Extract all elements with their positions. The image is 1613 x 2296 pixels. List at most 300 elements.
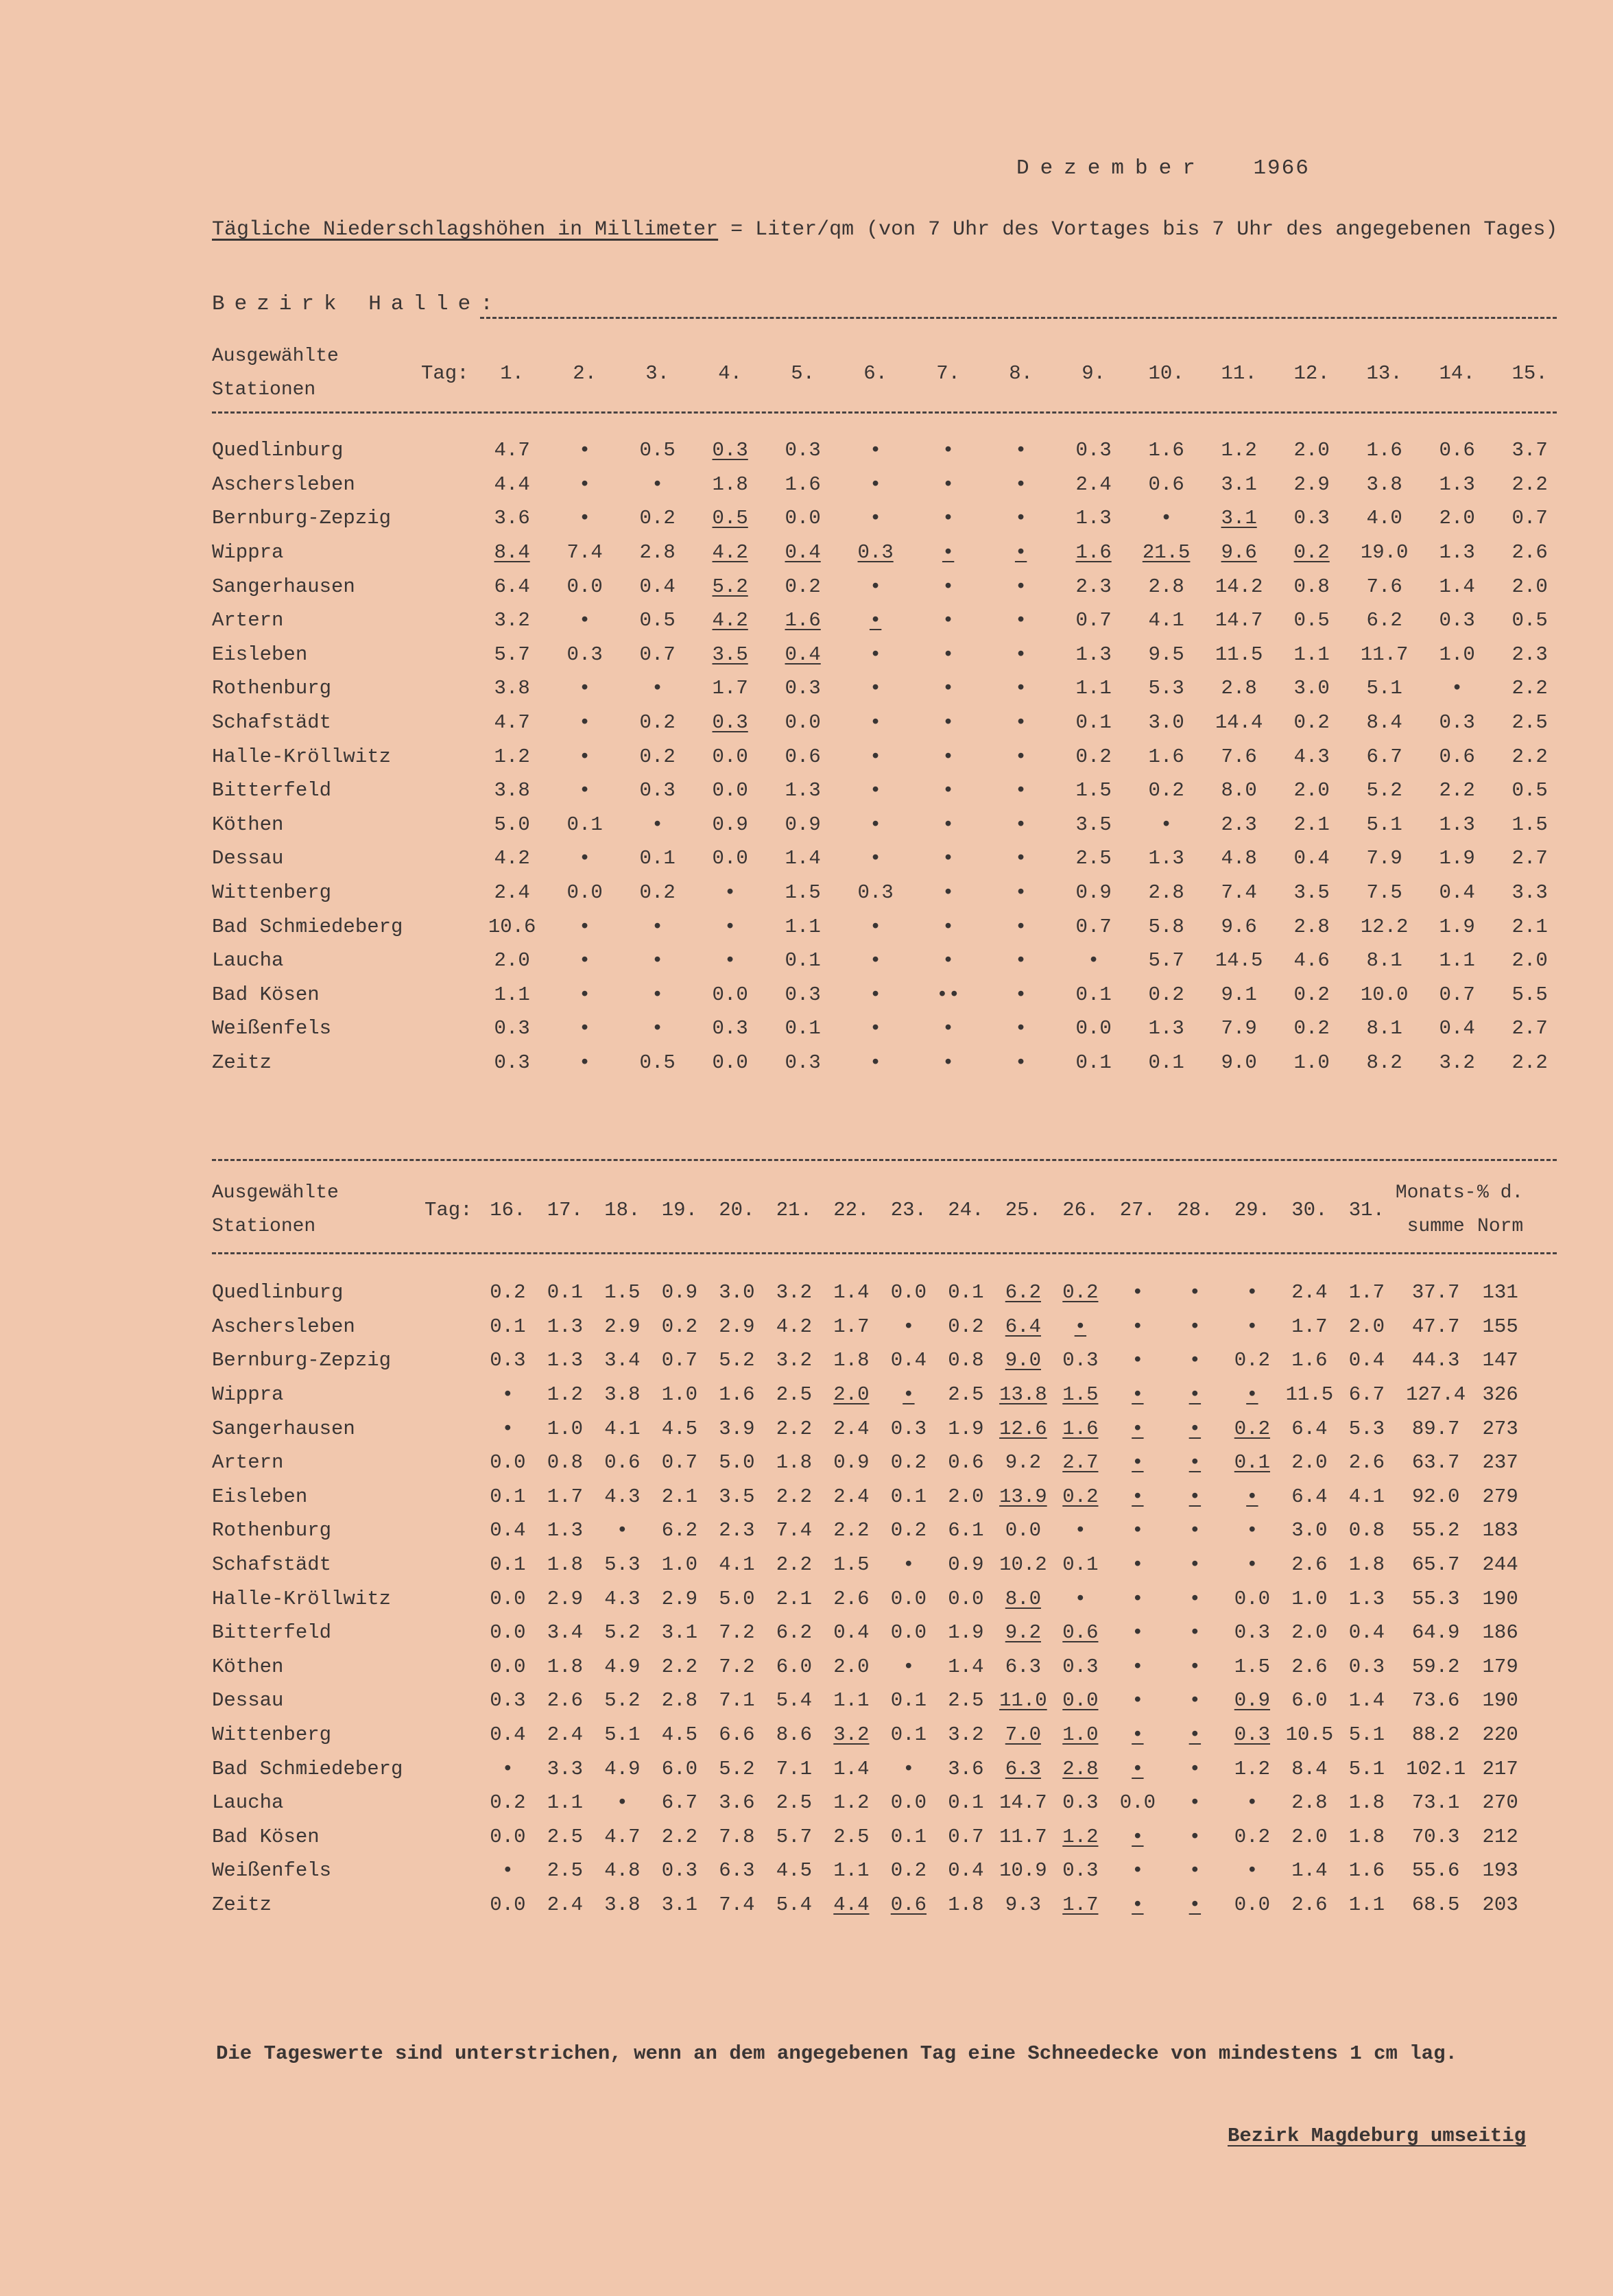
station-name: Laucha: [212, 1791, 284, 1815]
precip-value: 6.3: [1005, 1757, 1041, 1780]
precip-value: 1.7: [1062, 1893, 1099, 1916]
precip-value: 7.9: [1221, 1017, 1257, 1040]
precip-value: 7.4: [719, 1893, 755, 1916]
precip-value: 1.4: [948, 1655, 984, 1678]
precip-value: 2.1: [1512, 915, 1548, 938]
precip-value: 0.0: [890, 1791, 927, 1815]
tag-spacer: [425, 1888, 479, 1922]
precip-value: 1.4: [785, 847, 821, 870]
tag-spacer: [421, 536, 476, 570]
precip-value: 2.4: [1075, 473, 1112, 496]
precip-value: 1.1: [1348, 1893, 1385, 1916]
precip-value: 6.0: [776, 1655, 812, 1678]
precip-value: 1.4: [1439, 575, 1475, 598]
precip-value: 1.8: [1348, 1553, 1385, 1577]
precip-value: 10.6: [488, 915, 536, 938]
precip-value: •: [1160, 813, 1173, 836]
monthly-sum: 73.1: [1411, 1791, 1460, 1815]
precip-value: 6.4: [1005, 1315, 1041, 1338]
precip-value: 0.4: [1439, 881, 1475, 905]
precip-value: 0.5: [639, 1051, 676, 1074]
precip-value: 0.2: [1148, 779, 1184, 802]
table2-header-row: [212, 1173, 1525, 1247]
precip-value: 0.3: [490, 1349, 526, 1372]
precip-value: 11.0: [999, 1689, 1047, 1712]
precip-value: •: [1074, 1519, 1087, 1542]
precip-value: 1.7: [833, 1315, 870, 1338]
precip-value: 0.6: [785, 745, 821, 768]
table-row: [212, 468, 1566, 502]
precip-value: 0.6: [1062, 1621, 1099, 1645]
norm-percent: 217: [1482, 1757, 1518, 1780]
day-header: 21.: [776, 1198, 812, 1221]
precip-value: •: [1188, 1553, 1202, 1577]
precip-value: 0.3: [1234, 1723, 1270, 1747]
precip-value: 6.0: [1291, 1689, 1328, 1712]
day-header: 23.: [890, 1198, 927, 1221]
precip-value: •: [1246, 1281, 1258, 1304]
sum-header-line1: Monats-: [1395, 1182, 1477, 1204]
precip-value: •: [1188, 1349, 1202, 1372]
precip-value: 0.7: [661, 1349, 697, 1372]
precip-value: 0.3: [1234, 1621, 1270, 1645]
table-row: [212, 1343, 1525, 1378]
precip-value: 2.0: [1348, 1315, 1385, 1338]
precip-value: 1.9: [948, 1621, 984, 1645]
precip-value: 2.3: [1512, 643, 1548, 666]
station-name: Bad Schmiedeberg: [212, 1757, 403, 1780]
precip-value: •: [651, 983, 664, 1006]
header-date: [1016, 156, 1310, 180]
station-name: Laucha: [212, 949, 284, 972]
precip-value: 5.1: [1366, 813, 1402, 836]
next-region-note: Bezirk Magdeburg umseitig: [1228, 2125, 1527, 2147]
precip-value: 1.6: [1148, 745, 1184, 768]
precip-value: 11.7: [1360, 643, 1409, 666]
precip-value: •: [1074, 1315, 1087, 1338]
tag-spacer: [425, 1548, 479, 1582]
precip-value: 0.1: [566, 813, 603, 836]
precip-value: 2.2: [1512, 745, 1548, 768]
precip-value: 6.3: [719, 1859, 755, 1882]
precip-value: •: [1188, 1281, 1202, 1304]
precip-value: 3.3: [1512, 881, 1548, 905]
precip-value: 3.6: [719, 1791, 755, 1815]
precip-value: •: [1014, 609, 1027, 632]
precip-value: 1.6: [719, 1383, 755, 1407]
monthly-sum: 55.3: [1411, 1587, 1460, 1610]
precip-value: •: [1188, 1417, 1202, 1440]
subtitle-rest: = Liter/qm (von 7 Uhr des Vortages bis 7 Uhr des angegebenen Tages): [718, 218, 1558, 241]
precip-value: 0.2: [890, 1859, 927, 1882]
precip-value: 7.2: [719, 1655, 755, 1678]
precip-value: 3.2: [1439, 1051, 1475, 1074]
tag-spacer: [421, 1012, 476, 1046]
day-header: 7.: [936, 361, 961, 385]
tag-spacer: [421, 1046, 476, 1080]
precip-value: 6.7: [1366, 745, 1402, 768]
precip-value: 1.6: [1062, 1417, 1099, 1440]
day-header: 1.: [500, 361, 525, 385]
precip-value: 0.9: [712, 813, 748, 836]
precip-value: 0.3: [712, 711, 748, 734]
precip-value: 0.0: [785, 711, 821, 734]
precip-value: •: [1188, 1519, 1202, 1542]
precip-value: 5.4: [776, 1893, 812, 1916]
precip-value: 21.5: [1142, 541, 1191, 564]
precip-value: 3.5: [719, 1485, 755, 1508]
table-row: [212, 1786, 1525, 1820]
region-title: Bezirk Halle:: [212, 292, 503, 316]
precip-value: 0.2: [1293, 983, 1330, 1006]
precip-value: 2.7: [1512, 847, 1548, 870]
monthly-sum: 44.3: [1411, 1349, 1460, 1372]
precip-value: 4.5: [661, 1723, 697, 1747]
precip-value: 3.2: [776, 1281, 812, 1304]
table-row: [212, 1616, 1525, 1650]
precip-value: 0.0: [490, 1451, 526, 1474]
precip-value: 13.9: [999, 1485, 1047, 1508]
precipitation-table-2: [212, 1173, 1525, 1922]
precip-value: •: [578, 1017, 591, 1040]
norm-header-line1: % d.: [1477, 1182, 1524, 1204]
precip-value: 1.2: [833, 1791, 870, 1815]
monthly-sum: 89.7: [1411, 1417, 1460, 1440]
precip-value: 2.3: [719, 1519, 755, 1542]
precip-value: •: [1246, 1791, 1258, 1815]
tag-spacer: [421, 808, 476, 842]
precip-value: 7.0: [1005, 1723, 1041, 1747]
precip-value: •: [651, 1017, 664, 1040]
precip-value: 2.5: [1075, 847, 1112, 870]
day-header: 31.: [1348, 1198, 1385, 1221]
precip-value: 8.2: [1366, 1051, 1402, 1074]
precip-value: •: [903, 1655, 915, 1678]
precip-value: 3.0: [1291, 1519, 1328, 1542]
station-name: Halle-Kröllwitz: [212, 1587, 392, 1610]
precip-value: 0.0: [490, 1893, 526, 1916]
precip-value: 6.7: [661, 1791, 697, 1815]
precip-value: 0.2: [1062, 1485, 1099, 1508]
station-name: Eisleben: [212, 643, 308, 666]
day-header: 29.: [1234, 1198, 1270, 1221]
tag-spacer: [421, 774, 476, 808]
precip-value: 2.6: [833, 1587, 870, 1610]
precip-value: 0.2: [890, 1451, 927, 1474]
precip-value: •: [651, 677, 664, 700]
precip-value: 2.8: [1062, 1757, 1099, 1780]
precip-value: 2.4: [547, 1893, 583, 1916]
precip-value: 0.0: [890, 1587, 927, 1610]
precip-value: •: [578, 983, 591, 1006]
precip-value: 1.9: [1439, 915, 1475, 938]
precip-value: •: [501, 1757, 514, 1780]
precip-value: •: [903, 1553, 915, 1577]
precip-value: 14.5: [1215, 949, 1263, 972]
precip-value: 0.9: [833, 1451, 870, 1474]
precip-value: •: [1132, 1485, 1144, 1508]
precip-value: 6.0: [661, 1757, 697, 1780]
precip-value: 0.7: [948, 1825, 984, 1848]
norm-percent: 273: [1482, 1417, 1518, 1440]
day-header: 24.: [948, 1198, 984, 1221]
day-header: 19.: [661, 1198, 697, 1221]
precip-value: 2.5: [547, 1859, 583, 1882]
tag-spacer: [425, 1751, 479, 1786]
table-row: [212, 1548, 1525, 1582]
precip-value: •: [1132, 1519, 1144, 1542]
precip-value: 2.4: [494, 881, 530, 905]
precip-value: 0.6: [604, 1451, 641, 1474]
precip-value: •: [942, 575, 955, 598]
station-name: Schafstädt: [212, 711, 332, 734]
norm-percent: 186: [1482, 1621, 1518, 1645]
precip-value: 14.4: [1215, 711, 1263, 734]
precip-value: •: [942, 609, 955, 632]
station-column-header: [212, 336, 421, 410]
precip-value: 2.4: [547, 1723, 583, 1747]
day-header: 4.: [718, 361, 743, 385]
precip-value: •: [578, 677, 591, 700]
precip-value: 1.3: [1075, 643, 1112, 666]
precip-value: 1.0: [661, 1553, 697, 1577]
precip-value: 0.3: [490, 1689, 526, 1712]
precip-value: 7.4: [566, 541, 603, 564]
station-name: Schafstädt: [212, 1553, 332, 1577]
day-header: 18.: [604, 1198, 641, 1221]
precip-value: 4.3: [1293, 745, 1330, 768]
precip-value: 5.2: [712, 575, 748, 598]
precip-value: 1.5: [604, 1281, 641, 1304]
precip-value: 19.0: [1360, 541, 1409, 564]
station-name: Weißenfels: [212, 1017, 332, 1040]
precip-value: 3.6: [494, 507, 530, 530]
precip-value: •: [578, 507, 591, 530]
norm-percent: 147: [1482, 1349, 1518, 1372]
day-header: 5.: [791, 361, 815, 385]
table-row: [212, 1310, 1525, 1344]
station-name: Bernburg-Zepzig: [212, 507, 392, 530]
precip-value: •: [869, 813, 882, 836]
precip-value: 5.2: [604, 1621, 641, 1645]
precip-value: 0.4: [948, 1859, 984, 1882]
precip-value: 0.0: [566, 575, 603, 598]
precip-value: 7.6: [1366, 575, 1402, 598]
day-header: 8.: [1009, 361, 1033, 385]
precip-value: 9.6: [1221, 541, 1257, 564]
precip-value: 4.2: [712, 609, 748, 632]
day-header: 15.: [1512, 361, 1548, 385]
precip-value: 3.0: [1148, 711, 1184, 734]
precip-value: 1.2: [494, 745, 530, 768]
precip-value: 0.3: [785, 983, 821, 1006]
precip-value: 6.2: [661, 1519, 697, 1542]
precip-value: 2.4: [1291, 1281, 1328, 1304]
table-row: [212, 603, 1566, 638]
table-row: [212, 1480, 1525, 1514]
precip-value: 9.3: [1005, 1893, 1041, 1916]
precip-value: 0.0: [1234, 1893, 1270, 1916]
precip-value: •: [578, 949, 591, 972]
precip-value: 2.0: [1439, 507, 1475, 530]
precip-value: •: [869, 745, 882, 768]
station-header-line1: Ausgewählte: [212, 346, 339, 367]
tag-spacer: [425, 1616, 479, 1650]
precip-value: 0.2: [490, 1791, 526, 1815]
precip-value: 0.4: [890, 1349, 927, 1372]
day-header: 9.: [1082, 361, 1106, 385]
precip-value: 0.2: [890, 1519, 927, 1542]
precip-value: 0.3: [1062, 1349, 1099, 1372]
precip-value: 0.1: [1234, 1451, 1270, 1474]
precip-value: •: [1074, 1587, 1087, 1610]
precip-value: 0.3: [1293, 507, 1330, 530]
precip-value: •: [869, 575, 882, 598]
day-header: 20.: [719, 1198, 755, 1221]
station-name: Aschersleben: [212, 473, 355, 496]
precip-value: •: [942, 643, 955, 666]
precip-value: 0.2: [1293, 1017, 1330, 1040]
precip-value: 0.5: [639, 439, 676, 462]
precip-value: •: [1132, 1281, 1144, 1304]
tag-spacer: [425, 1310, 479, 1344]
precip-value: 1.1: [833, 1859, 870, 1882]
precip-value: 3.6: [948, 1757, 984, 1780]
precip-value: 6.4: [1291, 1485, 1328, 1508]
precip-value: 2.6: [1512, 541, 1548, 564]
precip-value: 0.1: [890, 1485, 927, 1508]
norm-percent: 131: [1482, 1281, 1518, 1304]
precip-value: •: [1014, 473, 1027, 496]
precip-value: 7.4: [1221, 881, 1257, 905]
precip-value: 6.4: [1291, 1417, 1328, 1440]
station-name: Sangerhausen: [212, 1417, 355, 1440]
precip-value: 5.2: [1366, 779, 1402, 802]
norm-percent: 183: [1482, 1519, 1518, 1542]
precip-value: 7.5: [1366, 881, 1402, 905]
tag-spacer: [421, 569, 476, 603]
precip-value: 2.0: [494, 949, 530, 972]
precip-value: 8.4: [1291, 1757, 1328, 1780]
precip-value: 0.3: [661, 1859, 697, 1882]
precip-value: 1.0: [661, 1383, 697, 1407]
precip-value: 4.7: [494, 439, 530, 462]
day-header: 12.: [1293, 361, 1330, 385]
precip-value: 2.2: [776, 1417, 812, 1440]
precip-value: 0.0: [712, 779, 748, 802]
precip-value: •: [1188, 1825, 1202, 1848]
precip-value: •: [903, 1757, 915, 1780]
precip-value: 4.3: [604, 1485, 641, 1508]
precip-value: 6.2: [1366, 609, 1402, 632]
precip-value: 0.1: [948, 1791, 984, 1815]
precip-value: 0.9: [661, 1281, 697, 1304]
precip-value: 2.8: [639, 541, 676, 564]
precip-value: •: [578, 439, 591, 462]
precip-value: 0.2: [1293, 541, 1330, 564]
precip-value: 2.6: [1291, 1553, 1328, 1577]
precip-value: •: [1188, 1621, 1202, 1645]
precip-value: •: [869, 1051, 882, 1074]
precip-value: 2.7: [1512, 1017, 1548, 1040]
precip-value: 0.9: [1075, 881, 1112, 905]
monthly-sum: 65.7: [1411, 1553, 1460, 1577]
precip-value: •: [869, 983, 882, 1006]
precip-value: 3.1: [1221, 507, 1257, 530]
precip-value: •: [1014, 677, 1027, 700]
precip-value: 10.9: [999, 1859, 1047, 1882]
precip-value: 0.1: [1075, 983, 1112, 1006]
precip-value: 0.1: [890, 1689, 927, 1712]
precip-value: •: [1132, 1893, 1144, 1916]
day-header: 22.: [833, 1198, 870, 1221]
precip-value: 2.5: [547, 1825, 583, 1848]
precip-value: 14.7: [999, 1791, 1047, 1815]
precip-value: 2.8: [1291, 1791, 1328, 1815]
station-name: Köthen: [212, 813, 284, 836]
precip-value: 8.6: [776, 1723, 812, 1747]
monthly-sum: 73.6: [1411, 1689, 1460, 1712]
precip-value: 2.2: [833, 1519, 870, 1542]
precip-value: 3.1: [661, 1621, 697, 1645]
day-header: 10.: [1148, 361, 1184, 385]
precip-value: 7.1: [776, 1757, 812, 1780]
precip-value: 5.7: [776, 1825, 812, 1848]
precip-value: 0.6: [1439, 439, 1475, 462]
monthly-sum: 102.1: [1406, 1757, 1466, 1780]
precip-value: 0.3: [494, 1051, 530, 1074]
monthly-sum: 127.4: [1406, 1383, 1466, 1407]
precip-value: 2.2: [776, 1485, 812, 1508]
precip-value: 4.4: [833, 1893, 870, 1916]
precip-value: •: [578, 1051, 591, 1074]
precip-value: •: [869, 1017, 882, 1040]
precip-value: 2.6: [1291, 1893, 1328, 1916]
precip-value: •: [1246, 1553, 1258, 1577]
precip-value: 0.3: [890, 1417, 927, 1440]
precip-value: •: [869, 609, 882, 632]
precip-value: 0.5: [1512, 609, 1548, 632]
precip-value: 0.9: [948, 1553, 984, 1577]
tag-spacer: [421, 739, 476, 774]
precip-value: 3.5: [1075, 813, 1112, 836]
precip-value: 0.2: [1234, 1417, 1270, 1440]
precip-value: •: [578, 847, 591, 870]
tag-spacer: [425, 1820, 479, 1854]
precipitation-table-1: [212, 336, 1566, 1079]
precip-value: 2.9: [661, 1587, 697, 1610]
precip-value: 1.1: [1075, 677, 1112, 700]
precip-value: 0.4: [1293, 847, 1330, 870]
precip-value: 8.0: [1005, 1587, 1041, 1610]
station-name: Weißenfels: [212, 1859, 332, 1882]
precip-value: •: [1014, 813, 1027, 836]
precip-value: •: [1014, 1017, 1027, 1040]
precip-value: 3.9: [719, 1417, 755, 1440]
precip-value: •: [724, 881, 737, 905]
precip-value: 2.0: [1293, 439, 1330, 462]
precip-value: 2.2: [776, 1553, 812, 1577]
precip-value: 4.1: [719, 1553, 755, 1577]
precip-value: 2.2: [661, 1655, 697, 1678]
precip-value: 1.2: [547, 1383, 583, 1407]
table-row: [212, 808, 1566, 842]
monthly-sum: 63.7: [1411, 1451, 1460, 1474]
precip-value: 0.3: [857, 881, 894, 905]
precip-value: 2.9: [604, 1315, 641, 1338]
snow-cover-footnote: Die Tageswerte sind unterstrichen, wenn an dem angegebenen Tag eine Schneedecke von mindestens 1 cm lag.: [216, 2042, 1457, 2065]
precip-value: 1.5: [1062, 1383, 1099, 1407]
